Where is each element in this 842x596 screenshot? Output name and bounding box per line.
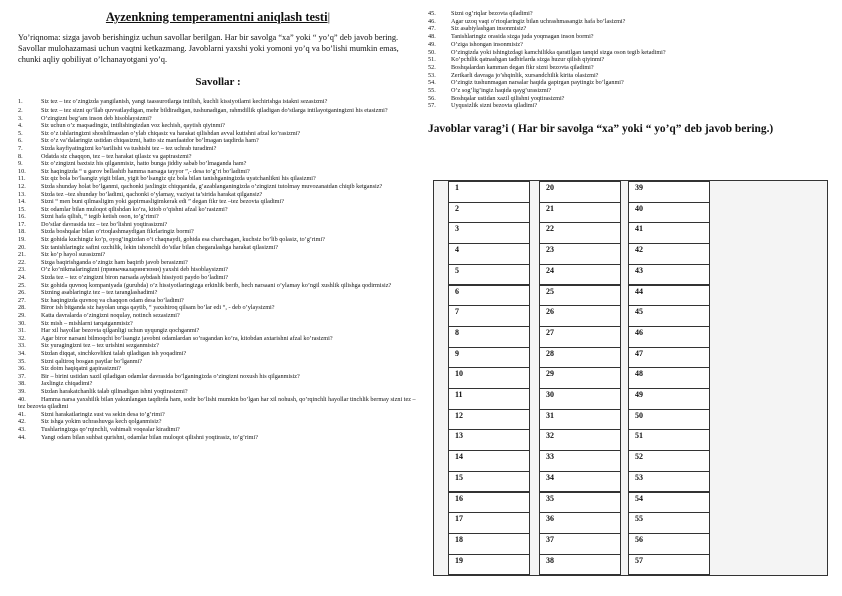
question-item xyxy=(428,87,832,95)
answer-cell[interactable]: 34 xyxy=(539,471,621,493)
question-number: 46. xyxy=(428,17,436,25)
question-number: 9. xyxy=(18,160,23,168)
question-text: Bir – birini ustidan xazil qiladigan odamlar davrasida bo’lganingizda o’zingizni noxush his qilganmisiz? xyxy=(41,372,300,380)
question-item xyxy=(428,10,832,18)
question-number: 31. xyxy=(18,327,26,335)
question-number: 28. xyxy=(18,304,26,312)
answer-cell[interactable]: 45 xyxy=(628,305,710,327)
question-item xyxy=(18,365,418,373)
question-number: 35. xyxy=(18,357,26,365)
question-number: 14. xyxy=(18,198,26,206)
question-item xyxy=(18,206,418,214)
question-text: O’zingiz tushunmagan narsalar haqida gapirgan paytingiz bo’lganmi? xyxy=(451,79,624,87)
question-item xyxy=(18,198,418,206)
question-item xyxy=(18,183,418,191)
answer-cell[interactable]: 49 xyxy=(628,388,710,410)
question-item xyxy=(18,122,418,130)
question-text: Sizni hafa qilish, “ tegib ketish oson, to’g’rimi? xyxy=(41,213,159,221)
question-number: 43. xyxy=(18,425,26,433)
question-text: Do’stlar davrasida tez – tez bo’lishni yoqtirasizmi? xyxy=(41,220,168,228)
question-text: Siz odamlar bilan muloqot qilishdan ko’ra, kitob o’qishni afzal ko’rasizmi? xyxy=(41,205,228,213)
question-item xyxy=(18,320,418,328)
answer-cell[interactable]: 51 xyxy=(628,429,710,451)
question-text: O’z ko’nikmalaringizni (привычкаларингизни) yaxshi deb hisoblaysizmi? xyxy=(41,266,228,274)
question-number: 22. xyxy=(18,258,26,266)
answer-cell[interactable]: 35 xyxy=(539,492,621,514)
question-item xyxy=(428,41,832,49)
question-item xyxy=(18,115,418,123)
question-number: 30. xyxy=(18,319,26,327)
question-number: 6. xyxy=(18,137,23,145)
question-number: 57. xyxy=(428,102,436,110)
answer-cell[interactable]: 40 xyxy=(628,202,710,224)
question-number: 2. xyxy=(18,106,23,114)
question-number: 36. xyxy=(18,365,26,373)
answer-cell[interactable]: 48 xyxy=(628,367,710,389)
question-number: 8. xyxy=(18,152,23,160)
question-number: 24. xyxy=(18,274,26,282)
question-number: 54. xyxy=(428,79,436,87)
question-number: 3. xyxy=(18,114,23,122)
question-number: 47. xyxy=(428,25,436,33)
answer-cell[interactable]: 19 xyxy=(448,554,530,576)
question-item xyxy=(18,418,418,426)
question-item xyxy=(18,342,418,350)
answer-cell[interactable]: 8 xyxy=(448,326,530,348)
question-item xyxy=(18,350,418,358)
answer-cell[interactable]: 4 xyxy=(448,243,530,265)
question-text: Siz o’z ishlaringizni shoshilmasdan o’ylab chiqasiz va harakat qilishdan avval kutishni afzal ko’rasizmi? xyxy=(41,129,301,137)
question-text: Siz uchun o’z maqsadingiz, intilishingizdan voz kechish, qaytish qiyinmi? xyxy=(41,122,225,130)
question-number: 10. xyxy=(18,167,26,175)
answer-cell[interactable]: 24 xyxy=(539,264,621,286)
question-text: O’zingizni beg’am inson deb hisoblaysizmi? xyxy=(41,114,152,122)
question-item xyxy=(18,411,418,419)
question-text: Agar biror narsani bilmoqchi bo’lsangiz javobni odamlardan so’ragandan ko’ra, kitobdan axtarishni afzal ko’rasizmi? xyxy=(41,334,333,342)
answer-cell[interactable]: 26 xyxy=(539,305,621,327)
question-item xyxy=(428,64,832,72)
question-text: Siz mish – mishlarni tarqatganmisiz? xyxy=(41,319,133,327)
question-item xyxy=(428,25,832,33)
question-text: O’z sog’lig’ingiz haqida qayg’urasizmi? xyxy=(451,87,552,95)
question-text: Yangi odam bilan suhbat qurishni, odamlar bilan muloqot qilishni yoqtirasiz, to’g’rimi? xyxy=(41,433,258,441)
question-item xyxy=(18,426,418,434)
question-text: Agar uzoq vaqt o’rtoqlaringiz bilan uchrashmasangiz hafa bo’lasizmi? xyxy=(451,17,626,25)
question-item xyxy=(18,130,418,138)
question-text: Siz tez – tez sizni qo’llab quvvatlaydigan, mehr bildiradigan, tushunadigan, rahmdillik qiladigan do’stlarga intilayotganingizni his etasizmi? xyxy=(41,106,388,114)
answer-cell[interactable]: 21 xyxy=(539,202,621,224)
question-text: Siz ko’p hayol surasizmi? xyxy=(41,251,106,259)
answer-cell[interactable]: 5 xyxy=(448,264,530,286)
question-item xyxy=(18,297,418,305)
question-text: Sizning asablaringiz tez – tez taranglashadimi? xyxy=(41,289,158,297)
question-number: 12. xyxy=(18,182,26,190)
answer-cell[interactable]: 36 xyxy=(539,512,621,534)
question-text: Siz yuragingizni tez – tez urishini sezganmisiz? xyxy=(41,342,159,350)
answer-cell[interactable]: 15 xyxy=(448,471,530,493)
question-number: 7. xyxy=(18,144,23,152)
answer-cell[interactable]: 6 xyxy=(448,285,530,307)
question-item xyxy=(428,56,832,64)
question-item xyxy=(18,396,418,411)
question-number: 44. xyxy=(18,433,26,441)
instructions-paragraph: Yo’riqnoma: sizga javob berishingiz uchun savollar berilgan. Har bir savolga “xa” yoki “ yo’q” deb javob bering. Savollar mulohazamasi uchun vaqtni ketkazmang. Javoblarni yaxshi yoki yomoni yo’q va bo’lishi mumkin emas, chunki aqliy qobiliyat o’lchanayotgani yo’q. xyxy=(18,33,399,64)
question-item xyxy=(428,72,832,80)
question-item xyxy=(18,145,418,153)
question-number: 33. xyxy=(18,342,26,350)
answer-cell[interactable]: 17 xyxy=(448,512,530,534)
question-item xyxy=(18,168,418,176)
question-item xyxy=(18,388,418,396)
question-text: Boshqalardan kamman degan fikr sizni bezovta qiladimi? xyxy=(451,63,594,71)
question-number: 21. xyxy=(18,251,26,259)
answer-cell[interactable]: 7 xyxy=(448,305,530,327)
answer-cell[interactable]: 22 xyxy=(539,222,621,244)
answer-cell[interactable]: 9 xyxy=(448,347,530,369)
question-item xyxy=(18,213,418,221)
question-text: Har xil hayollar bezovta qilganligi uchun uyqungiz qochganmi? xyxy=(41,327,200,335)
question-item xyxy=(18,380,418,388)
title-text: Ayzenkning temperamentni aniqlash testi xyxy=(105,10,328,24)
question-text: Odatda siz chaqqon, tez – tez harakat qilasiz va gapirasizmi? xyxy=(41,152,192,160)
question-text: Sizni harakatlaringiz sust va sekin desa to’g’rimi? xyxy=(41,410,165,418)
page-title xyxy=(18,10,418,25)
question-item xyxy=(18,289,418,297)
question-text: Siz haqingizda quvnoq va chaqqon odam desa bo’ladimi? xyxy=(41,296,184,304)
question-text: Sizni qaltiroq bosgan paytlar bo’lganmi? xyxy=(41,357,143,365)
question-text: Biror ish bitganda siz hayolan unga qaytib, “ yaxshiroq qilsam bo’lar edi “, - deb o’ylaysizmi? xyxy=(41,304,275,312)
question-text: Sizdan diqqat, sinchkovlikni talab qiladigan ish yoqadimi? xyxy=(41,349,187,357)
answer-cell[interactable]: 41 xyxy=(628,222,710,244)
question-item xyxy=(428,18,832,26)
question-text: O’ziga ishongan insonmisiz? xyxy=(451,40,523,48)
question-number: 15. xyxy=(18,205,26,213)
question-item xyxy=(18,160,418,168)
answer-cell[interactable]: 47 xyxy=(628,347,710,369)
question-number: 1. xyxy=(18,98,23,106)
question-number: 42. xyxy=(18,418,26,426)
question-text: Sizni “ men buni qilmasligim yoki gapirmasligimkerak edi ” degan fikr tez –tez bezovta qiladimi? xyxy=(41,198,284,206)
question-text: Zerikarli davraga jo’shqinlik, xursandchilik kirita olasizmi? xyxy=(451,71,599,79)
answer-cell[interactable]: 18 xyxy=(448,533,530,555)
question-text: Siz tez – tez o’zingizda yangilanish, yangi taassurotlarga intilish, kuchli kissiyotlarni kechirishga istakni sezasizmi? xyxy=(41,98,328,106)
question-text: Ko’pchilik qatnashgan tadbirlarda sizga huzur qilish qiyinmi? xyxy=(451,56,605,64)
answer-cell[interactable]: 28 xyxy=(539,347,621,369)
question-item xyxy=(18,282,418,290)
question-number: 5. xyxy=(18,129,23,137)
answer-cell[interactable]: 55 xyxy=(628,512,710,534)
question-text: Siz o’zingizni baxtsiz his qilganmisiz, hatto bunga jiddiy sabab bo’lmaganda ham? xyxy=(41,160,247,168)
answer-cell[interactable]: 3 xyxy=(448,222,530,244)
answer-cell[interactable]: 2 xyxy=(448,202,530,224)
question-text: Sizda boshqalar bilan o’rtoqlashmaydigan fikrlaringiz bormi? xyxy=(41,228,194,236)
answer-cell[interactable]: 1 xyxy=(448,181,530,203)
answer-cell[interactable]: 16 xyxy=(448,492,530,514)
question-number: 17. xyxy=(18,220,26,228)
question-item xyxy=(18,327,418,335)
answer-cell[interactable]: 42 xyxy=(628,243,710,265)
question-number: 23. xyxy=(18,266,26,274)
question-text: Tushlaringizga qo’rqinchli, vahimali voqealar kiradimi? xyxy=(41,425,180,433)
question-item xyxy=(18,259,418,267)
question-number: 32. xyxy=(18,334,26,342)
question-number: 11. xyxy=(18,175,26,183)
question-item xyxy=(18,221,418,229)
question-text: Sizda shunday holat bo’lganmi, qachonki jaxlingiz chiqqanida, g’azablanganingizda o’zingizni tutolmay muvozanatdan chiqib ketgansiz? xyxy=(41,182,383,190)
question-item xyxy=(18,98,418,106)
question-text: Siz tanishlaringiz safini ozchilik, lekin ishonchli do’stlar bilan chegaralashga harakat qilasizmi? xyxy=(41,243,278,251)
question-number: 29. xyxy=(18,312,26,320)
answer-cell[interactable]: 30 xyxy=(539,388,621,410)
question-text: Siz gohida kuchingiz ko’p, oyog’ingizdan o’t chaqnaydi, gohida esa charchagan, kuchsiz bo’lib qolasiz, to’g’rimi? xyxy=(41,236,325,244)
answer-cell[interactable]: 39 xyxy=(628,181,710,203)
question-text: Hamma narsa yaxshilik bilan yakunlangan taqdirda ham, sodir bo’lishi mumkin bo’lgan har xil nohush, qo’rqinchli hayollar tinchlik bermay sizni tez – tez bezovta qiladimi xyxy=(18,395,416,411)
question-item xyxy=(18,236,418,244)
answer-cell[interactable]: 50 xyxy=(628,409,710,431)
question-number: 49. xyxy=(428,40,436,48)
answer-cell[interactable]: 57 xyxy=(628,554,710,576)
answer-cell[interactable]: 32 xyxy=(539,429,621,451)
answer-cell[interactable]: 25 xyxy=(539,285,621,307)
answer-cell[interactable]: 33 xyxy=(539,450,621,472)
question-number: 16. xyxy=(18,213,26,221)
question-text: Siz o’z va’dalaringiz ustidan chiqasizmi, hatto siz manfaatdor bo’lmagan taqdirda ham? xyxy=(41,137,259,145)
questions-page-left xyxy=(18,10,418,441)
question-number: 38. xyxy=(18,380,26,388)
question-item xyxy=(428,49,832,57)
question-item xyxy=(18,335,418,343)
question-number: 4. xyxy=(18,122,23,130)
answer-sheet-heading: Javoblar varag’i ( Har bir savolga “xa” yoki “ yo’q” deb javob bering.) xyxy=(428,123,774,136)
question-text: Siz ishga yokim uchrashuvga kech qolganmisiz? xyxy=(41,418,162,426)
question-item xyxy=(18,244,418,252)
question-text: Sizdan harakatchanlik talab qilinadigan ishni yoqtirasizmi? xyxy=(41,387,188,395)
question-number: 56. xyxy=(428,94,436,102)
answer-cell[interactable]: 31 xyxy=(539,409,621,431)
answer-cell[interactable]: 10 xyxy=(448,367,530,389)
answer-cell[interactable]: 56 xyxy=(628,533,710,555)
question-item xyxy=(428,33,832,41)
answer-cell[interactable]: 20 xyxy=(539,181,621,203)
question-number: 37. xyxy=(18,372,26,380)
answer-cell[interactable]: 46 xyxy=(628,326,710,348)
answer-cell[interactable]: 54 xyxy=(628,492,710,514)
answer-cell[interactable]: 44 xyxy=(628,285,710,307)
answer-cell[interactable]: 27 xyxy=(539,326,621,348)
question-text: Sizda tez – tez o’zingizni biron narsada aybdash hissiyoti paydo bo’ladimi? xyxy=(41,274,228,282)
question-item xyxy=(428,102,832,110)
question-number: 18. xyxy=(18,228,26,236)
question-item xyxy=(18,153,418,161)
question-number: 41. xyxy=(18,410,26,418)
question-number: 20. xyxy=(18,243,26,251)
question-number: 40. xyxy=(18,395,26,403)
questions-page-right xyxy=(428,10,832,145)
question-text: Katta davralarda o’zingizni noqulay, notinch sezasizmi? xyxy=(41,312,180,320)
question-item xyxy=(18,251,418,259)
question-text: Sizni og’riqlar bezovta qiladimi? xyxy=(451,10,533,17)
question-text: Siz gohida quvnoq kompaniyada (guruhda) o’z hissiyotlaringizga erkinlik berib, hech narsaani o’ylamay ko’ngil xushlik qilishga qodirmisiz? xyxy=(41,281,392,289)
question-item xyxy=(18,434,418,442)
answer-cell[interactable]: 11 xyxy=(448,388,530,410)
question-item xyxy=(428,79,832,87)
answer-cell[interactable]: 14 xyxy=(448,450,530,472)
answer-cell[interactable]: 53 xyxy=(628,471,710,493)
question-number: 19. xyxy=(18,236,26,244)
question-number: 50. xyxy=(428,48,436,56)
answer-cell[interactable]: 37 xyxy=(539,533,621,555)
question-number: 55. xyxy=(428,87,436,95)
answer-cell[interactable]: 52 xyxy=(628,450,710,472)
question-item xyxy=(18,312,418,320)
question-text: Uyqusizlik sizni bezovta qiladimi? xyxy=(451,102,538,110)
question-item xyxy=(18,191,418,199)
question-number: 39. xyxy=(18,387,26,395)
question-text: Siz haqingizda “ u garov bellashib hamma narsaga tayyor ”,- desa to’g’ri bo’ladimi? xyxy=(41,167,250,175)
question-number: 51. xyxy=(428,56,436,64)
question-item xyxy=(18,373,418,381)
answer-sheet-table xyxy=(433,180,828,576)
question-number: 13. xyxy=(18,190,26,198)
question-item xyxy=(18,175,418,183)
question-text: Tanishlaringiz orasida sizga juda yoqmagan inson bormi? xyxy=(451,33,594,41)
answer-cell[interactable]: 29 xyxy=(539,367,621,389)
question-text: O’zingizda yoki ishingizdagi kamchilikka qaratilgan tanqid sizga oson tegib ketadimi? xyxy=(451,48,666,56)
question-text: Boshqalar ustidan xazil qilishni yoqtirasizmi? xyxy=(451,94,565,102)
question-number: 26. xyxy=(18,289,26,297)
question-number: 52. xyxy=(428,63,436,71)
question-item xyxy=(428,95,832,103)
question-text: Siz qiz bola bo’lsangiz yigit bilan, yigit bo’lsangiz qiz bola bilan tanishganingizda uyatchanlikni his qilasizmi? xyxy=(41,175,316,183)
question-text: Jaxlingiz chiqadimi? xyxy=(41,380,93,388)
question-number: 45. xyxy=(428,10,436,17)
question-item xyxy=(18,274,418,282)
answer-cell[interactable]: 38 xyxy=(539,554,621,576)
question-item xyxy=(18,137,418,145)
question-number: 34. xyxy=(18,349,26,357)
questions-heading: Savollar : xyxy=(195,76,241,89)
question-item xyxy=(18,228,418,236)
question-item xyxy=(18,358,418,366)
question-number: 48. xyxy=(428,33,436,41)
question-item xyxy=(18,304,418,312)
question-number: 53. xyxy=(428,71,436,79)
question-text: Sizda kayfiyatingizni ko’tarilishi va tushishi tez – tez uchrab turadimi? xyxy=(41,144,217,152)
question-number: 25. xyxy=(18,281,26,289)
question-item xyxy=(18,107,418,115)
question-item xyxy=(18,266,418,274)
question-text: Siz doim haqiqatni gapirasizmi? xyxy=(41,365,121,373)
answer-cell[interactable]: 23 xyxy=(539,243,621,265)
question-text: Siz asabiylashgan insonmisiz? xyxy=(451,25,527,33)
question-text: Sizda tez –tez shunday bo’ladimi, qachonki o’ylamay, vaziyat ta’sirida harakat qilgansiz? xyxy=(41,190,263,198)
question-list-left xyxy=(18,98,418,441)
answer-cell[interactable]: 12 xyxy=(448,409,530,431)
answer-cell[interactable]: 13 xyxy=(448,429,530,451)
question-list-right xyxy=(428,10,832,110)
question-number: 27. xyxy=(18,296,26,304)
answer-cell[interactable]: 43 xyxy=(628,264,710,286)
text-cursor: | xyxy=(327,10,331,24)
question-text: Sizga baqirishganda o’zingiz ham baqirib javob berasizmi? xyxy=(41,258,188,266)
